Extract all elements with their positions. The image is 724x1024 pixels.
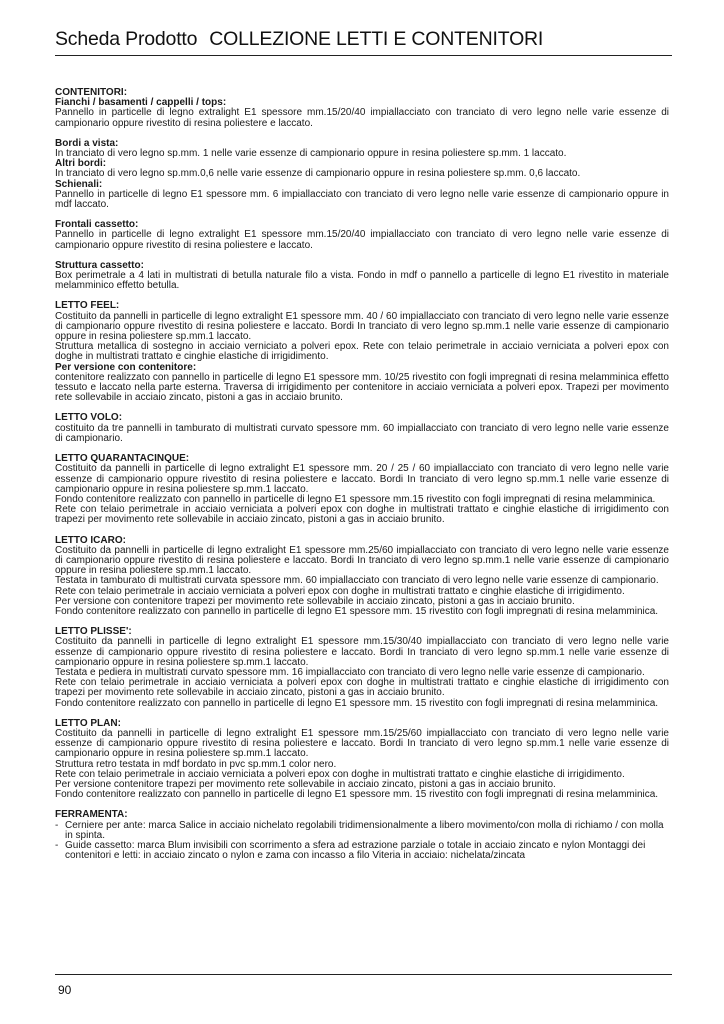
section-heading: LETTO ICARO: [55,534,126,546]
section-paragraph: Costituito da pannelli in particelle di legno extralight E1 spessore mm.15/30/40 impiallacciato con tranciato di vero legno nelle varie essenze di campionario oppure rivestito di resina poliestere e laccato. Bordi In tranciato di vero legno sp.mm.1 nelle varie essenze di campionario oppure in resina poliestere sp.mm.1 laccato. [55,636,669,668]
section-paragraph: Per versione con contenitore trapezi per movimento rete sollevabile in acciaio zincato, pistoni a gas in acciaio brunito. [55,595,575,607]
section-letto-quarantacinque [55,454,669,525]
document-body [55,88,669,861]
section-heading: FERRAMENTA: [55,809,128,821]
list-item-text: Guide cassetto: marca Blum invisibili con scorrimento a sfera ad estrazione parziale o totale in acciaio zincato e nylon Montaggi dei contenitori e letti: in acciaio zincato o nylon e zama con incasso a filo Viteria in acciaio: nichelata/zincata [65,840,646,862]
footer-divider [55,974,672,975]
section-paragraph: Rete con telaio perimetrale in acciaio verniciata a polveri epox con doghe in multistrati trattato e cinghie elastiche di irrigidimento. [55,585,625,597]
section-heading: CONTENITORI: [55,87,128,98]
section-bordi-group [55,139,669,210]
section-letto-feel [55,301,669,403]
list-item [55,821,669,841]
section-letto-plan [55,719,669,801]
section-heading: Struttura cassetto: [55,259,144,271]
section-heading: LETTO FEEL: [55,300,120,312]
section-paragraph: Rete con telaio perimetrale in acciaio verniciata a polveri epox con doghe in multistrati trattato e cinghie elastiche di irrigidimento con trapezi per movimento rete sollevabile in acciaio zincato, pistoni a gas in acciaio brunito. [55,504,669,526]
section-body: Pannello in particelle di legno E1 spessore mm. 6 impiallacciato con tranciato di vero legno nelle varie essenze di campionario oppure in mdf laccato. [55,188,669,211]
section-heading: Frontali cassetto: [55,219,139,231]
section-paragraph: Costituito da pannelli in particelle di legno extralight E1 spessore mm. 40 / 60 impiallacciato con tranciato di vero legno nelle varie essenze di campionario oppure rivestito di resina poliestere e laccato. Bordi In tranciato di vero legno sp.mm.1 nelle varie essenze di campionario oppure in resina poliestere sp.mm.1 laccato. [55,310,669,343]
section-letto-volo [55,413,669,444]
section-heading: Altri bordi: [55,158,107,170]
header-label: Scheda Prodotto [55,28,198,50]
section-letto-plisse [55,627,669,709]
section-body: Pannello in particelle di legno extralight E1 spessore mm.15/20/40 impiallacciato con tranciato di vero legno nelle varie essenze di campionario oppure rivestito di resina poliestere e laccato. [55,107,669,129]
section-letto-icaro [55,536,669,618]
section-paragraph: Rete con telaio perimetrale in acciaio verniciata a polveri epox con doghe in multistrati trattato e cinghie elastiche di irrigidimento con trapezi per movimento rete sollevabile in acciaio zincato, pistoni a gas in acciaio brunito. [55,677,669,699]
list-item-text: Cerniere per ante: marca Salice in acciaio nichelato regolabili tridimensionalmente a libero movimento/con molla di richiamo / con molla in spinta. [65,819,664,841]
section-ferramenta [55,810,669,861]
section-paragraph: Fondo contenitore realizzato con pannello in particelle di legno E1 spessore mm. 15 rivestito con fogli impregnati di resina melamminica. [55,605,659,617]
section-contenitori [55,88,669,129]
list-bullet: - [55,819,59,831]
section-paragraph: Fondo contenitore realizzato con pannello in particelle di legno E1 spessore mm. 15 rivestito con fogli impregnati di resina melamminica. [55,697,659,709]
section-paragraph: contenitore realizzato con pannello in particelle di legno E1 spessore mm. 10/25 rivestito con fogli impregnati di resina melamminica effetto tessuto e laccato nella parte esterna. Traversa di irrigidimento per contenitore in acciaio verniciata a polveri epox. Trapezi per movimento rete sollevabile in acciaio zincato, pistoni a gas in acciaio brunito. [55,371,669,404]
section-heading: LETTO PLISSE': [55,626,132,638]
section-heading: Schienali: [55,178,103,190]
list-bullet: - [55,840,59,851]
section-paragraph: Costituito da pannelli in particelle di legno extralight E1 spessore mm.25/60 impiallacciato con tranciato di vero legno nelle varie essenze di campionario oppure rivestito di resina poliestere e laccato. Bordi In tranciato di vero legno sp.mm.1 nelle varie essenze di campionario oppure in resina poliestere sp.mm.1 laccato. [55,544,669,577]
section-paragraph: Fondo contenitore realizzato con pannello in particelle di legno E1 spessore mm.15 rivestito con fogli impregnati di resina melamminica. [55,493,656,505]
header-collection-title: COLLEZIONE LETTI E CONTENITORI [209,28,544,50]
section-paragraph: Per versione contenitore trapezi per movimento rete sollevabile in acciaio zincato, pistoni a gas in acciaio brunito. [55,778,556,790]
header-divider [55,55,672,56]
section-paragraph: Testata in tamburato di multistrati curvata spessore mm. 60 impiallacciato con tranciato di vero legno nelle varie essenze di campionario. [55,575,659,587]
section-paragraph: Testata e pediera in multistrati curvato spessore mm. 16 impiallacciato con tranciato di vero legno nelle varie essenze di campionario. [55,666,645,678]
section-paragraph: Fondo contenitore realizzato con pannello in particelle di legno E1 spessore mm. 15 rivestito con fogli impregnati di resina melamminica. [55,789,659,801]
page-number: 90 [58,983,72,997]
section-paragraph: costituito da tre pannelli in tamburato di multistrati curvato spessore mm. 60 impiallacciato con tranciato di vero legno nelle varie essenze di campionario. [55,422,669,444]
section-heading: LETTO PLAN: [55,717,121,729]
section-struttura-cassetto [55,261,669,292]
section-body: In tranciato di vero legno sp.mm. 1 nelle varie essenze di campionario oppure in resina poliestere sp.mm. 1 laccato. [55,148,567,160]
section-heading: LETTO VOLO: [55,412,123,424]
section-body: Pannello in particelle di legno extralight E1 spessore mm.15/20/40 impiallacciato con tranciato di vero legno nelle varie essenze di campionario oppure rivestito di resina poliestere e laccato. [55,229,669,251]
section-heading: Bordi a vista: [55,137,119,149]
section-paragraph: Rete con telaio perimetrale in acciaio verniciata a polveri epox con doghe in multistrati trattato e cinghie elastiche di irrigidimento. [55,768,625,780]
section-subheading: Per versione con contenitore: [55,361,197,373]
section-paragraph: Costituito da pannelli in particelle di legno extralight E1 spessore mm. 20 / 25 / 60 impiallacciato con tranciato di vero legno nelle varie essenze di campionario oppure rivestito di resina poliestere e laccato. Bordi In tranciato di vero legno sp.mm.1 nelle varie essenze di campionario oppure in resina poliestere sp.mm.1 laccato. [55,463,669,495]
section-paragraph: Struttura retro testata in mdf bordato in pvc sp.mm.1 color nero. [55,758,337,770]
page-header [55,28,543,51]
section-body: Box perimetrale a 4 lati in multistrati di betulla naturale filo a vista. Fondo in mdf o pannello a particelle di legno E1 rivestito in materiale melamminico effetto betulla. [55,270,669,292]
section-frontali-cassetto [55,220,669,251]
section-paragraph: Struttura metallica di sostegno in acciaio verniciato a polveri epox. Rete con telaio perimetrale in acciaio verniciata a polveri epox con doghe in multistrati trattato e cinghie elastiche di irrigidimento. [55,341,669,363]
section-subheading: Fianchi / basamenti / cappelli / tops: [55,97,227,109]
section-body: In tranciato di vero legno sp.mm.0,6 nelle varie essenze di campionario oppure in resina poliestere sp.mm. 0,6 laccato. [55,168,581,180]
section-heading: LETTO QUARANTACINQUE: [55,453,190,465]
section-paragraph: Costituito da pannelli in particelle di legno extralight E1 spessore mm.15/25/60 impiallacciato con tranciato di vero legno nelle varie essenze di campionario oppure rivestito di resina poliestere e laccato. Bordi In tranciato di vero legno sp.mm.1 nelle varie essenze di campionario oppure in resina poliestere sp.mm.1 laccato. [55,727,669,760]
hardware-list [55,821,669,862]
list-item [55,841,669,861]
